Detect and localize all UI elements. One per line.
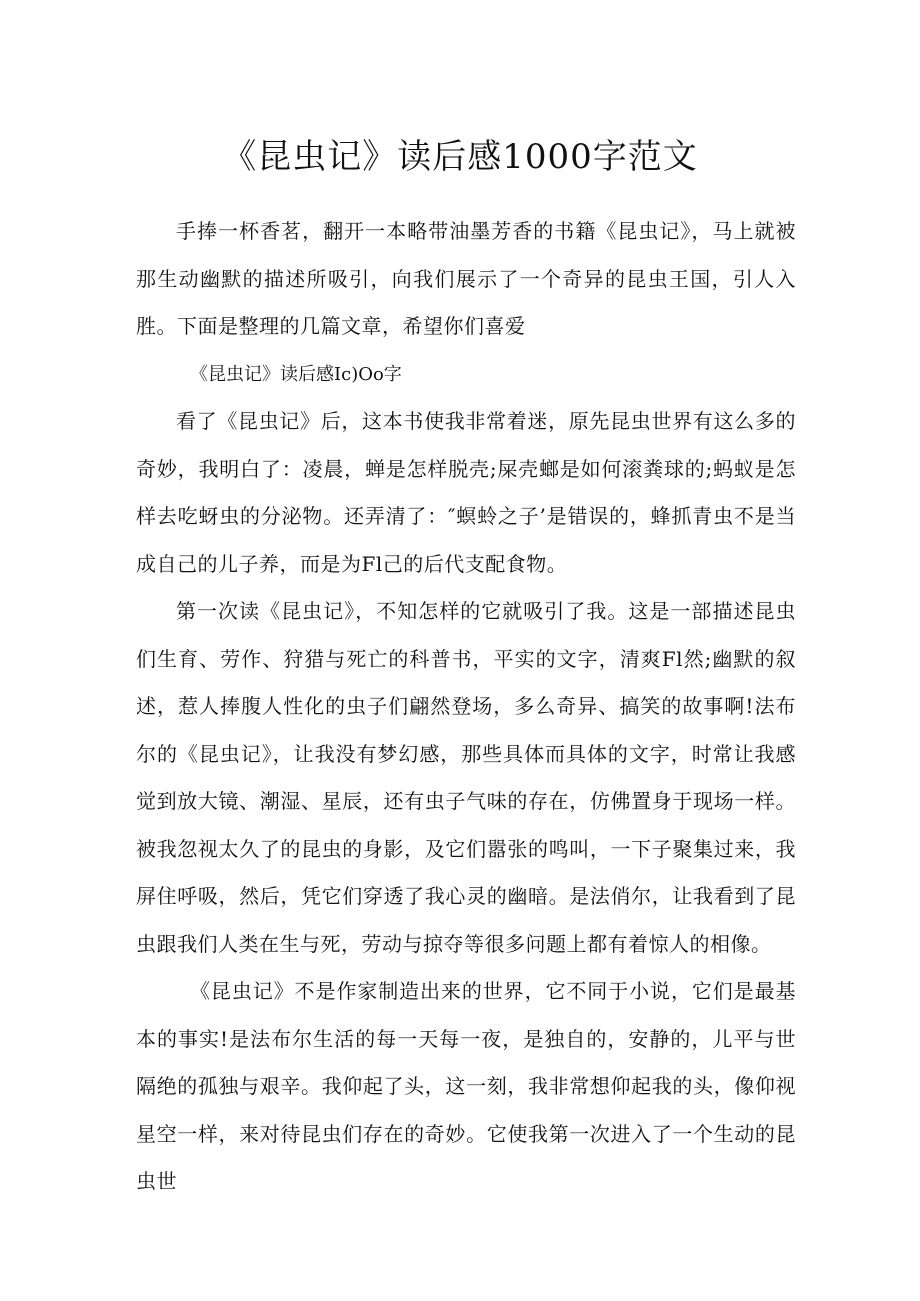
paragraph-1: 看了《昆虫记》后，这本书使我非常着迷，原先昆虫世界有这么多的奇妙，我明白了：凌晨，蝉是怎样脱壳;屎壳螂是如何滚粪球的;蚂蚁是怎样去吃蚜虫的分泌物。还弄清了：″螟蛉之子’是错误的，蜂抓青虫不是当成自己的儿子养，而是为Fl己的后代支配食物。 — [136, 409, 796, 576]
section-heading: 《昆虫记》读后感Ic)Oo字 — [190, 363, 402, 385]
paragraph-intro: 手捧一杯香茗，翻开一本略带油墨芳香的书籍《昆虫记》，马上就被那生动幽默的描述所吸引，向我们展示了一个奇异的昆虫王国，引人入胜。下面是整理的几篇文章，希望你们喜爱 — [136, 219, 796, 338]
paragraph-2: 第一次读《昆虫记》，不知怎样的它就吸引了我。这是一部描述昆虫们生育、劳作、狩猎与死亡的科普书，平实的文字，清爽Fl然;幽默的叙述，惹人捧腹人性化的虫子们翩然登场，多么奇异、搞笑的故事啊!法布尔的《昆虫记》，让我没有梦幻感，那些具体而具体的文字，时常让我感觉到放大镜、潮湿、星辰，还有虫子气味的存在，仿佛置身于现场一样。被我忽视太久了的昆虫的身影，及它们嚣张的鸣叫，一下子聚集过来，我屏住呼吸，然后，凭它们穿透了我心灵的幽暗。是法俏尔，让我看到了昆虫跟我们人类在生与死，劳动与掠夺等很多问题上都有着惊人的相像。 — [136, 599, 796, 956]
document-body — [136, 208, 796, 1206]
document-title: 《昆虫记》读后感1000字范文 — [222, 137, 698, 177]
paragraph-3: 《昆虫记》不是作家制造出来的世界，它不同于小说，它们是最基本的事实!是法布尔生活的每一天每一夜，是独自的，安静的，儿平与世隔绝的孤独与艰辛。我仰起了头，这一刻，我非常想仰起我的头，像仰视星空一样，来对待昆虫们存在的奇妙。它使我第一次进入了一个生动的昆虫世 — [136, 979, 796, 1193]
